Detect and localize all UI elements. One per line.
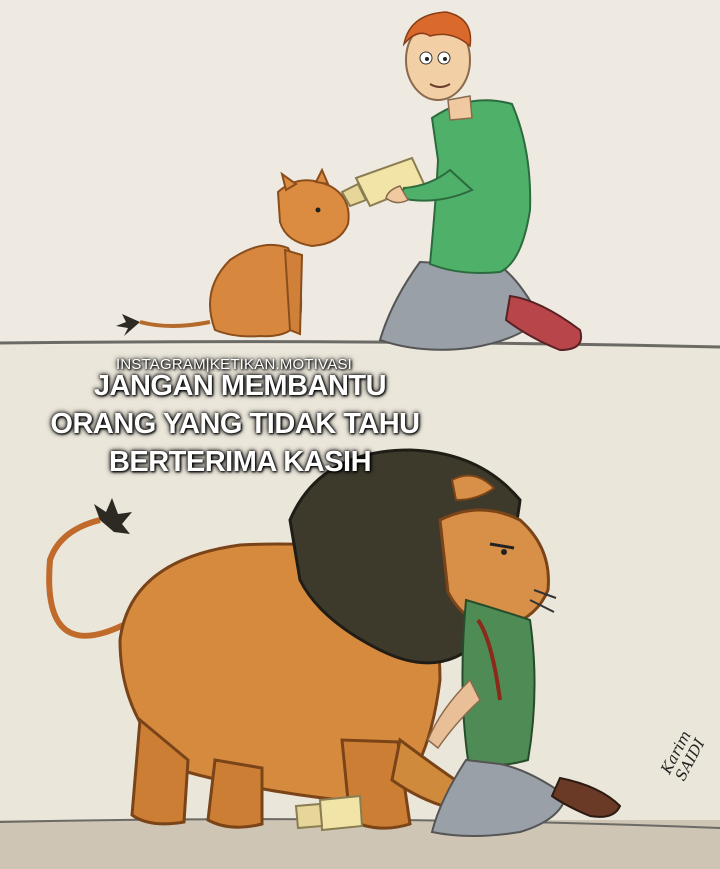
artist-signature: Karim SAIDI xyxy=(657,727,709,784)
instagram-handle-watermark: INSTAGRAM|KETIKAN.MOTIVASI xyxy=(115,356,353,373)
bottom-ground xyxy=(0,820,720,869)
caption-line-2: ORANG YANG TIDAK TAHU xyxy=(50,408,420,440)
caption-line-3: BERTERIMA KASIH xyxy=(108,446,372,478)
caption-line-1: JANGAN MEMBANTU xyxy=(93,370,387,402)
top-panel-background xyxy=(0,0,720,345)
